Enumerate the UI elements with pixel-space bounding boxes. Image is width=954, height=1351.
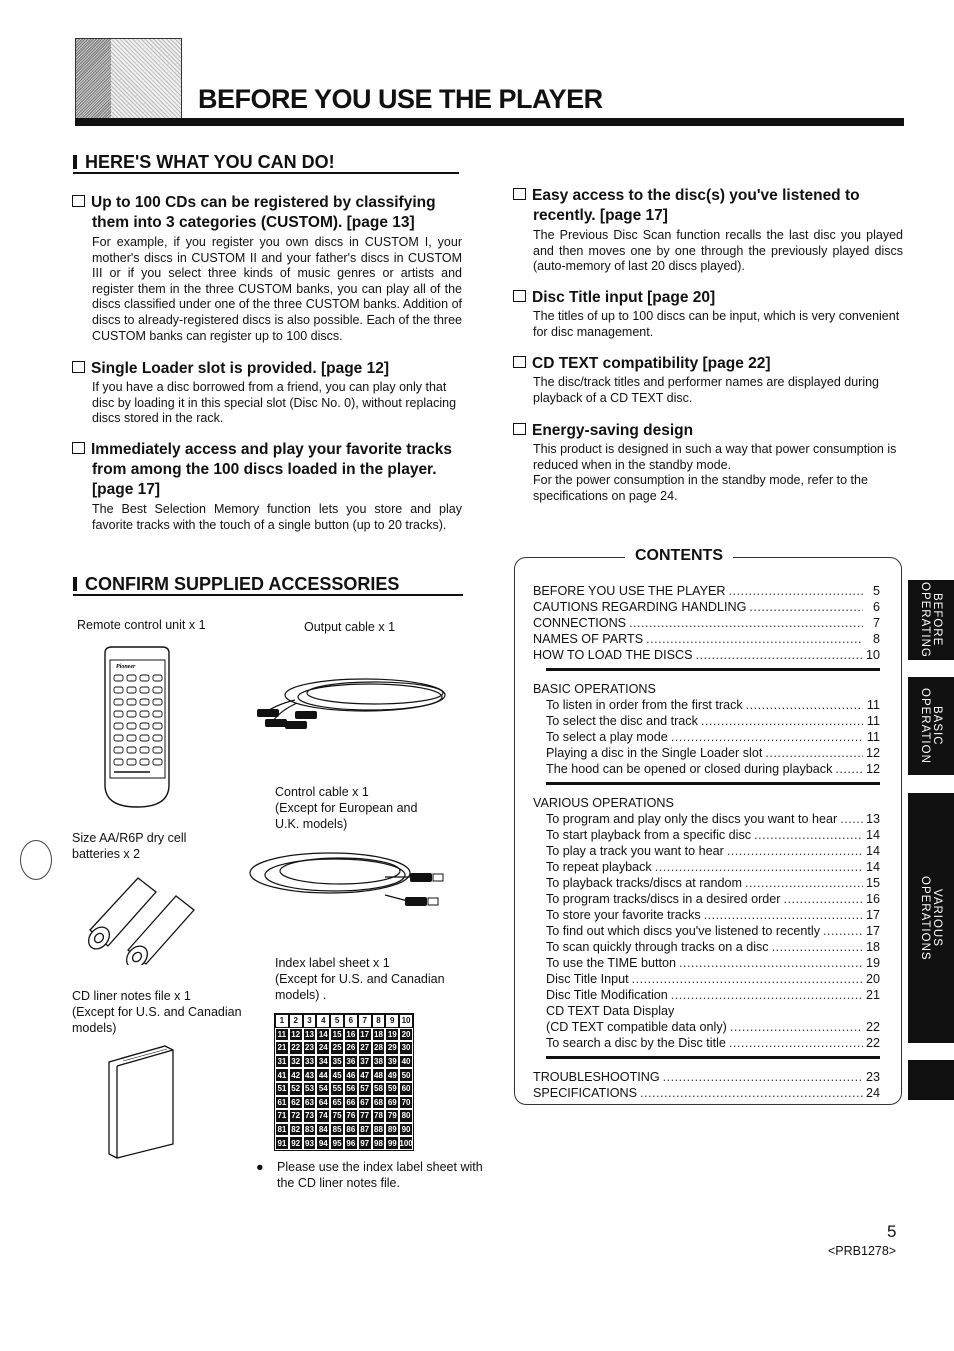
label-cell: 59 xyxy=(385,1082,399,1096)
label-cell: 94 xyxy=(316,1136,330,1150)
label-cell: 86 xyxy=(344,1123,358,1137)
label-cell: 40 xyxy=(399,1055,413,1069)
label-cell: 93 xyxy=(303,1136,317,1150)
toc-entry-label: To play a track you want to hear xyxy=(546,844,724,858)
toc-divider xyxy=(546,782,880,785)
label-cell: 56 xyxy=(344,1082,358,1096)
label-cell: 80 xyxy=(399,1109,413,1123)
toc-entry-label: SPECIFICATIONS xyxy=(533,1086,638,1100)
toc-entry-page: 14 xyxy=(865,860,880,874)
label-cell: 10 xyxy=(399,1014,413,1028)
toc-entry-label: The hood can be opened or closed during playback xyxy=(546,762,833,776)
toc-entry-page: 18 xyxy=(865,940,880,954)
label-cell: 4 xyxy=(316,1014,330,1028)
toc-entry-page: 22 xyxy=(865,1020,880,1034)
label-cell: 35 xyxy=(330,1055,344,1069)
label-cell: 18 xyxy=(372,1028,386,1042)
label-cell: 36 xyxy=(344,1055,358,1069)
feature-title: Up to 100 CDs can be registered by classifying them into 3 categories (CUSTOM). [page 13] xyxy=(91,194,436,231)
toc-entry-page: 6 xyxy=(872,600,880,614)
label-cell: 41 xyxy=(275,1068,289,1082)
label-cell: 90 xyxy=(399,1123,413,1137)
label-cell: 63 xyxy=(303,1096,317,1110)
label-cell: 43 xyxy=(303,1068,317,1082)
label-cell: 49 xyxy=(385,1068,399,1082)
checkbox-icon xyxy=(513,290,526,302)
toc-leader xyxy=(696,647,863,663)
toc-leader xyxy=(835,761,863,777)
feature-title: Single Loader slot is provided. [page 12] xyxy=(91,360,390,377)
feature-body: For example, if you register you own discs in CUSTOM I, your mother's discs in CUSTOM II and your father's discs in CUSTOM III or if you select three kinds of music genres or artists and register them in the three CUSTOM banks, you can play all of the discs classified under one of the three CUSTOM banks. Addition of discs to already-registered discs is also possible. Each of the three CUSTOM banks can register up to 100 discs. xyxy=(92,235,462,343)
index-bullet-note xyxy=(256,1160,487,1191)
page-number: 5 xyxy=(887,1222,897,1241)
label-cell: 83 xyxy=(303,1123,317,1137)
toc-entry xyxy=(533,1035,880,1051)
tab-blank xyxy=(908,1060,954,1100)
index-sheet-label: Index label sheet x 1 xyxy=(275,956,390,970)
bullet-icon: ● xyxy=(256,1160,264,1174)
label-cell: 24 xyxy=(316,1041,330,1055)
label-cell: 88 xyxy=(372,1123,386,1137)
label-cell: 16 xyxy=(344,1028,358,1042)
toc-entry-label: To select the disc and track xyxy=(546,714,698,728)
toc-entry xyxy=(533,955,880,971)
toc-entry xyxy=(533,745,880,761)
label-cell: 60 xyxy=(399,1082,413,1096)
header-graphic xyxy=(75,38,182,120)
toc-leader xyxy=(646,631,863,647)
label-cell: 58 xyxy=(372,1082,386,1096)
toc-leader xyxy=(663,1069,863,1085)
label-cell: 91 xyxy=(275,1136,289,1150)
label-cell: 57 xyxy=(358,1082,372,1096)
toc-entry-page: 11 xyxy=(866,730,880,744)
toc-entry-page: 23 xyxy=(865,1070,880,1084)
label-cell: 31 xyxy=(275,1055,289,1069)
toc-entry xyxy=(533,971,880,987)
toc-entry-label: To store your favorite tracks xyxy=(546,908,701,922)
feature-body: The titles of up to 100 discs can be input, which is very convenient for disc management. xyxy=(533,309,900,339)
label-cell: 99 xyxy=(385,1136,399,1150)
label-cell: 84 xyxy=(316,1123,330,1137)
label-cell: 33 xyxy=(303,1055,317,1069)
label-cell: 68 xyxy=(372,1096,386,1110)
toc-entry xyxy=(533,1069,880,1085)
toc-entry-page: 16 xyxy=(865,892,880,906)
label-cell: 38 xyxy=(372,1055,386,1069)
toc-entry-page: 21 xyxy=(865,988,880,1002)
toc-entry xyxy=(533,1019,880,1035)
tab-label: BEFORE OPERATING xyxy=(919,582,943,658)
checkbox-icon xyxy=(513,423,526,435)
toc-entry xyxy=(533,697,880,713)
label-cell: 89 xyxy=(385,1123,399,1137)
toc-entry-page: 12 xyxy=(865,762,880,776)
label-cell: 73 xyxy=(303,1109,317,1123)
feature-body-note: For the power consumption in the standby mode, refer to the specifications on page 24. xyxy=(533,473,868,503)
label-cell: 67 xyxy=(358,1096,372,1110)
binding-hole-mark xyxy=(20,840,52,880)
label-cell: 22 xyxy=(289,1041,303,1055)
toc-entry xyxy=(533,615,880,631)
toc-entry-label: To program tracks/discs in a desired order xyxy=(546,892,781,906)
label-cell: 28 xyxy=(372,1041,386,1055)
label-cell: 23 xyxy=(303,1041,317,1055)
label-cell: 69 xyxy=(385,1096,399,1110)
label-cell: 45 xyxy=(330,1068,344,1082)
tab-before-operating xyxy=(908,580,954,660)
toc-entry-page: 20 xyxy=(865,972,880,986)
label-cell: 9 xyxy=(385,1014,399,1028)
label-cell: 5 xyxy=(330,1014,344,1028)
toc-entry-page: 14 xyxy=(865,844,880,858)
label-cell: 50 xyxy=(399,1068,413,1082)
checkbox-icon xyxy=(72,442,85,454)
label-cell: 72 xyxy=(289,1109,303,1123)
batteries-label: Size AA/R6P dry cell batteries x 2 xyxy=(72,831,187,861)
label-cell: 52 xyxy=(289,1082,303,1096)
label-cell: 81 xyxy=(275,1123,289,1137)
label-cell: 2 xyxy=(289,1014,303,1028)
toc-leader xyxy=(671,987,863,1003)
toc-entry-page: 24 xyxy=(865,1086,880,1100)
toc-entry xyxy=(533,713,880,729)
toc-entry-page: 17 xyxy=(865,908,880,922)
toc-leader xyxy=(728,583,863,599)
toc-leader xyxy=(640,1085,863,1101)
toc-leader xyxy=(749,599,863,615)
label-cell: 48 xyxy=(372,1068,386,1082)
label-cell: 15 xyxy=(330,1028,344,1042)
tab-label: BASIC OPERATION xyxy=(919,688,943,764)
toc-leader xyxy=(772,939,863,955)
label-cell: 47 xyxy=(358,1068,372,1082)
toc-group-title: BASIC OPERATIONS xyxy=(533,682,656,696)
label-cell: 6 xyxy=(344,1014,358,1028)
label-cell: 54 xyxy=(316,1082,330,1096)
toc-entry-label: HOW TO LOAD THE DISCS xyxy=(533,648,693,662)
toc-entry-label: CD TEXT Data Display xyxy=(546,1004,675,1018)
feature-title: Easy access to the disc(s) you've listened to recently. [page 17] xyxy=(532,187,860,224)
label-cell: 66 xyxy=(344,1096,358,1110)
feature-energy xyxy=(513,421,903,504)
label-cell: 74 xyxy=(316,1109,330,1123)
label-cell: 21 xyxy=(275,1041,289,1055)
label-cell: 55 xyxy=(330,1082,344,1096)
feature-disc-title xyxy=(513,288,903,340)
toc-entry-page: 12 xyxy=(865,746,880,760)
toc-leader xyxy=(671,729,863,745)
toc-entry xyxy=(533,923,880,939)
toc-entry xyxy=(533,987,880,1003)
toc-entry xyxy=(533,859,880,875)
toc-entry xyxy=(533,907,880,923)
toc-entry xyxy=(533,875,880,891)
label-cell: 20 xyxy=(399,1028,413,1042)
feature-title: Energy-saving design xyxy=(532,422,694,439)
label-cell: 14 xyxy=(316,1028,330,1042)
label-cell: 77 xyxy=(358,1109,372,1123)
toc-entry-label: To select a play mode xyxy=(546,730,668,744)
label-cell: 11 xyxy=(275,1028,289,1042)
feature-body: The Previous Disc Scan function recalls the last disc you played and then moves one by one through the previously played discs (auto-memory of last 20 discs played). xyxy=(533,228,903,274)
control-cable-label: Control cable x 1 xyxy=(275,785,369,799)
toc-entry xyxy=(533,843,880,859)
toc-entry-label: BEFORE YOU USE THE PLAYER xyxy=(533,584,726,598)
toc-entry-label: To use the TIME button xyxy=(546,956,676,970)
toc-entry-page: 17 xyxy=(865,924,880,938)
toc-entry-page: 11 xyxy=(866,698,880,712)
checkbox-icon xyxy=(72,195,85,207)
feature-cd-text xyxy=(513,354,903,406)
contents-list xyxy=(533,583,880,1101)
toc-entry xyxy=(533,599,880,615)
section-underline xyxy=(73,594,463,596)
tab-various-operations xyxy=(908,793,954,1043)
section-heading-text: CONFIRM SUPPLIED ACCESSORIES xyxy=(85,574,400,594)
toc-entry-label: To listen in order from the first track xyxy=(546,698,743,712)
label-cell: 32 xyxy=(289,1055,303,1069)
label-cell: 95 xyxy=(330,1136,344,1150)
label-cell: 75 xyxy=(330,1109,344,1123)
toc-leader xyxy=(701,713,863,729)
label-cell: 46 xyxy=(344,1068,358,1082)
label-cell: 97 xyxy=(358,1136,372,1150)
label-cell: 30 xyxy=(399,1041,413,1055)
label-cell: 7 xyxy=(358,1014,372,1028)
tab-basic-operation xyxy=(908,677,954,775)
liner-notes-note: (Except for U.S. and Canadian models) xyxy=(72,1005,242,1035)
label-cell: 12 xyxy=(289,1028,303,1042)
output-cable-illustration xyxy=(255,665,455,745)
label-cell: 34 xyxy=(316,1055,330,1069)
label-cell: 85 xyxy=(330,1123,344,1137)
toc-entry-label: To search a disc by the Disc title xyxy=(546,1036,726,1050)
toc-leader xyxy=(704,907,863,923)
label-cell: 98 xyxy=(372,1136,386,1150)
remote-label: Remote control unit x 1 xyxy=(77,618,206,632)
label-cell: 76 xyxy=(344,1109,358,1123)
feature-body: The Best Selection Memory function lets you store and play favorite tracks with the touch of a single button (up to 20 tracks). xyxy=(92,502,462,532)
toc-leader xyxy=(629,615,863,631)
index-sheet-note: (Except for U.S. and Canadian models) . xyxy=(275,972,445,1002)
label-cell: 17 xyxy=(358,1028,372,1042)
toc-entry xyxy=(533,1085,880,1101)
checkbox-icon xyxy=(513,188,526,200)
toc-entry-label: To scan quickly through tracks on a disc xyxy=(546,940,769,954)
contents-title: CONTENTS xyxy=(625,547,733,565)
section-heading-features xyxy=(73,152,335,173)
toc-leader xyxy=(632,971,863,987)
page-title: BEFORE YOU USE THE PLAYER xyxy=(198,84,603,114)
feature-title: CD TEXT compatibility [page 22] xyxy=(532,355,771,372)
label-cell: 25 xyxy=(330,1041,344,1055)
label-cell: 44 xyxy=(316,1068,330,1082)
toc-entry-label: To find out which discs you've listened to recently xyxy=(546,924,821,938)
toc-entry-page: 11 xyxy=(866,714,880,728)
feature-body: If you have a disc borrowed from a friend, you can play only that disc by loading it in this special slot (Disc No. 0), without replacing discs stored in the rack. xyxy=(92,380,457,426)
toc-leader xyxy=(730,1019,863,1035)
toc-entry xyxy=(533,761,880,777)
toc-entry-page: 8 xyxy=(872,632,880,646)
label-cell: 19 xyxy=(385,1028,399,1042)
toc-entry-page: 7 xyxy=(872,616,880,630)
label-cell: 42 xyxy=(289,1068,303,1082)
checkbox-icon xyxy=(513,356,526,368)
bullet-text: Please use the index label sheet with the CD liner notes file. xyxy=(277,1160,483,1190)
toc-leader xyxy=(729,1035,863,1051)
toc-entry-label: Playing a disc in the Single Loader slot xyxy=(546,746,763,760)
toc-leader xyxy=(840,811,863,827)
output-cable-label: Output cable x 1 xyxy=(304,620,396,634)
label-cell: 70 xyxy=(399,1096,413,1110)
label-cell: 64 xyxy=(316,1096,330,1110)
label-cell: 62 xyxy=(289,1096,303,1110)
label-cell: 92 xyxy=(289,1136,303,1150)
toc-entry-label: TROUBLESHOOTING xyxy=(533,1070,660,1084)
label-cell: 13 xyxy=(303,1028,317,1042)
toc-group-title: VARIOUS OPERATIONS xyxy=(533,796,674,810)
toc-entry-label: CONNECTIONS xyxy=(533,616,627,630)
label-cell: 37 xyxy=(358,1055,372,1069)
toc-leader xyxy=(823,923,863,939)
label-cell: 79 xyxy=(385,1109,399,1123)
remote-control-illustration xyxy=(100,645,175,810)
toc-entry-label: To repeat playback xyxy=(546,860,652,874)
toc-entry-label: NAMES OF PARTS xyxy=(533,632,644,646)
label-cell: 3 xyxy=(303,1014,317,1028)
index-label-grid xyxy=(274,1013,414,1151)
label-cell: 53 xyxy=(303,1082,317,1096)
toc-leader xyxy=(679,955,863,971)
label-cell: 78 xyxy=(372,1109,386,1123)
feature-title: Disc Title input [page 20] xyxy=(532,289,716,306)
toc-entry-page: 19 xyxy=(865,956,880,970)
liner-notes-label: CD liner notes file x 1 xyxy=(72,989,191,1003)
label-cell: 87 xyxy=(358,1123,372,1137)
toc-leader xyxy=(783,891,863,907)
toc-leader xyxy=(655,859,863,875)
toc-leader xyxy=(754,827,863,843)
label-cell: 51 xyxy=(275,1082,289,1096)
label-cell: 96 xyxy=(344,1136,358,1150)
checkbox-icon xyxy=(72,361,85,373)
toc-divider xyxy=(546,668,880,671)
toc-entry xyxy=(533,827,880,843)
label-cell: 100 xyxy=(399,1136,413,1150)
label-cell: 71 xyxy=(275,1109,289,1123)
remote-brand: Pioneer xyxy=(116,664,136,670)
toc-entry-page: 5 xyxy=(872,584,880,598)
toc-leader xyxy=(727,843,863,859)
liner-notes-file-illustration xyxy=(105,1042,180,1162)
toc-entry xyxy=(533,811,880,827)
toc-entry xyxy=(533,729,880,745)
feature-previous-disc xyxy=(513,186,903,275)
toc-entry-label: Disc Title Modification xyxy=(546,988,668,1002)
label-cell: 65 xyxy=(330,1096,344,1110)
toc-entry xyxy=(533,583,880,599)
toc-entry-label: To playback tracks/discs at random xyxy=(546,876,742,890)
label-cell: 61 xyxy=(275,1096,289,1110)
feature-title: Immediately access and play your favorite tracks from among the 100 discs loaded in the player. [page 17] xyxy=(91,441,452,498)
toc-entry-page: 13 xyxy=(865,812,880,826)
header-rule xyxy=(75,118,904,126)
toc-entry-page: 22 xyxy=(865,1036,880,1050)
toc-leader xyxy=(746,697,863,713)
toc-divider xyxy=(546,1056,880,1059)
toc-entry-label: To program and play only the discs you want to hear xyxy=(546,812,838,826)
label-cell: 39 xyxy=(385,1055,399,1069)
tab-label: VARIOUS OPERATIONS xyxy=(919,875,943,961)
toc-leader xyxy=(765,745,863,761)
control-cable-note: (Except for European and U.K. models) xyxy=(275,801,418,831)
batteries-illustration xyxy=(80,870,205,965)
label-cell: 82 xyxy=(289,1123,303,1137)
toc-entry-page: 15 xyxy=(865,876,880,890)
document-code: <PRB1278> xyxy=(828,1244,897,1258)
section-heading-text: HERE'S WHAT YOU CAN DO! xyxy=(85,152,335,172)
control-cable-illustration xyxy=(245,845,455,915)
toc-entry-label: (CD TEXT compatible data only) xyxy=(546,1020,727,1034)
section-heading-accessories xyxy=(73,574,399,595)
label-cell: 29 xyxy=(385,1041,399,1055)
section-underline xyxy=(73,172,459,174)
label-cell: 27 xyxy=(358,1041,372,1055)
toc-entry xyxy=(533,647,880,663)
label-cell: 8 xyxy=(372,1014,386,1028)
toc-entry xyxy=(533,631,880,647)
label-cell: 26 xyxy=(344,1041,358,1055)
label-cell: 1 xyxy=(275,1014,289,1028)
feature-body: The disc/track titles and performer names are displayed during playback of a CD TEXT disc. xyxy=(533,375,879,405)
toc-entry xyxy=(533,891,880,907)
toc-entry-label: CAUTIONS REGARDING HANDLING xyxy=(533,600,747,614)
toc-leader xyxy=(745,875,863,891)
feature-custom xyxy=(72,193,462,344)
toc-entry-label: Disc Title Input xyxy=(546,972,629,986)
toc-entry-label: To start playback from a specific disc xyxy=(546,828,752,842)
toc-entry-page: 14 xyxy=(865,828,880,842)
feature-best-selection xyxy=(72,440,462,533)
toc-entry-page: 10 xyxy=(865,648,880,662)
toc-entry xyxy=(533,939,880,955)
feature-single-loader xyxy=(72,359,462,427)
feature-body: This product is designed in such a way that power consumption is reduced when in the standby mode. xyxy=(533,442,897,472)
